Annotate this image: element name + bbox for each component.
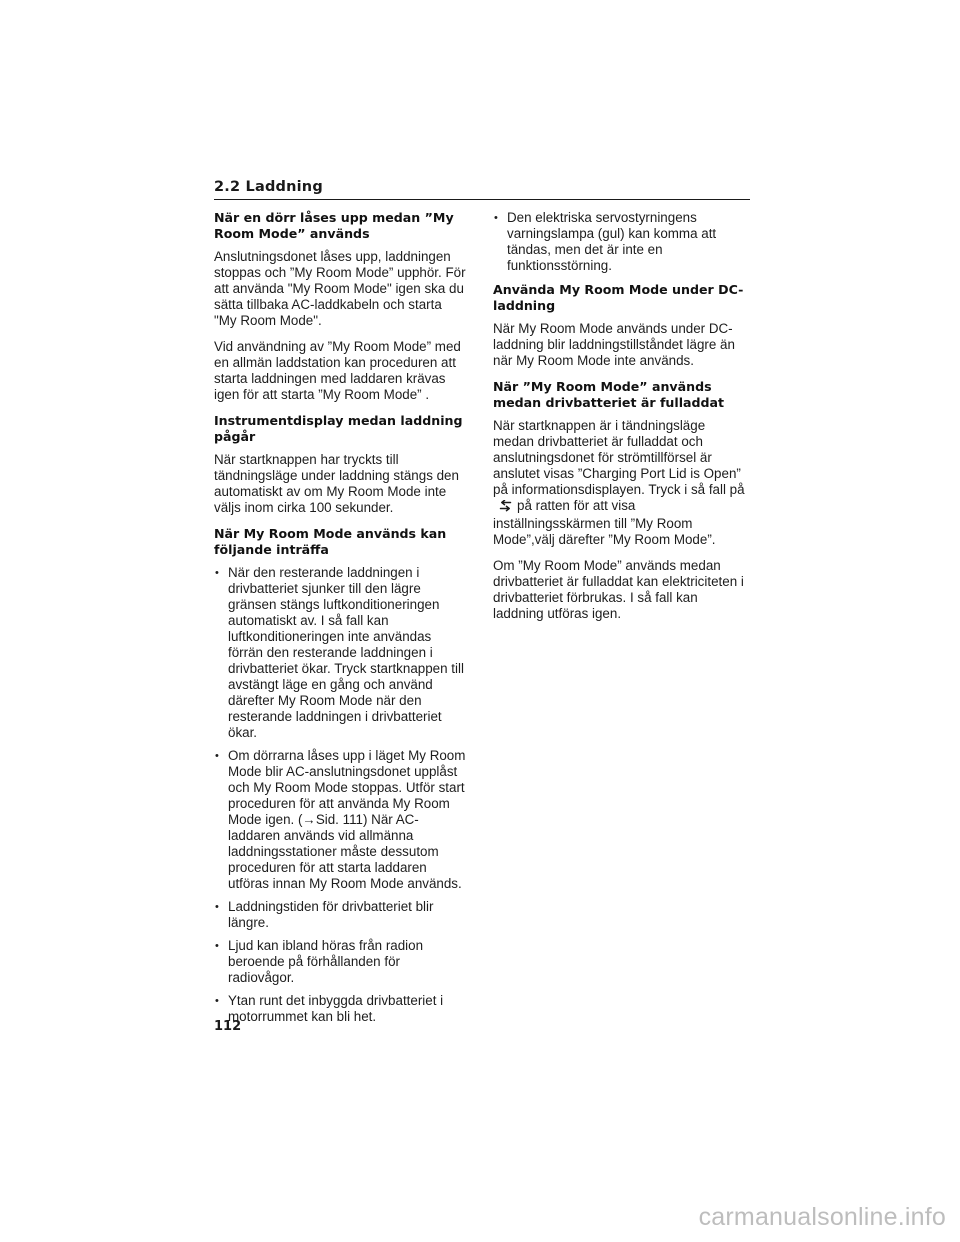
paragraph: När startknappen har tryckts till tändningsläge under laddning stängs den automatiskt av om My Room Mode inte väljs inom cirka 100 sekunder. bbox=[214, 452, 459, 515]
bullet-list bbox=[214, 565, 468, 1025]
paragraph-text: på ratten för att visa inställningsskärmen till ”My Room Mode”,välj därefter ”My Room Mode”. bbox=[493, 498, 716, 547]
list-item: • Ljud kan ibland höras från radion beroende på förhållanden för radiovågor. bbox=[214, 938, 468, 986]
heading-door-unlock: När en dörr låses upp medan ”My Room Mode” används bbox=[214, 210, 454, 241]
paragraph: Om ”My Room Mode” används medan drivbatteriet är fulladdat kan elektriciteten i drivbatteriet förbrukas. I så fall kan laddning utföras igen. bbox=[493, 558, 744, 621]
heading-following-may-occur: När My Room Mode används kan följande inträffa bbox=[214, 526, 447, 557]
list-item: • Ytan runt det inbyggda drivbatteriet i motorrummet kan bli het. bbox=[214, 993, 468, 1025]
return-arrow-icon bbox=[498, 500, 513, 516]
page-number: 112 bbox=[214, 1019, 242, 1034]
heading-dc-charging: Använda My Room Mode under DC-laddning bbox=[493, 282, 744, 313]
bullet-list bbox=[493, 210, 747, 274]
paragraph: När My Room Mode används under DC-laddning blir laddningstillståndet lägre än när My Room Mode inte används. bbox=[493, 321, 735, 368]
left-column bbox=[214, 210, 468, 1032]
heading-fully-charged: När ”My Room Mode” används medan drivbatteriet är fulladdat bbox=[493, 379, 725, 410]
paragraph: Vid användning av ”My Room Mode” med en allmän laddstation kan proceduren att starta laddningen med laddaren krävas igen för att starta ”My Room Mode” . bbox=[214, 339, 461, 402]
section-header bbox=[214, 178, 750, 200]
list-item: • Om dörrarna låses upp i läget My Room Mode blir AC-anslutningsdonet upplåst och My Room Mode stoppas. Utför start proceduren för att använda My Room Mode igen. (→Sid. 111) När AC-laddaren används vid allmänna laddningsstationer måste dessutom proceduren för att starta laddaren utföras innan My Room Mode används. bbox=[214, 748, 468, 892]
paragraph-text: När startknappen är i tändningsläge medan drivbatteriet är fulladdat och anslutningsdonet för strömtillförsel är anslutet visas ”Charging Port Lid is Open” på informationsdisplayen. Tryck i så fall på bbox=[493, 418, 745, 497]
paragraph bbox=[493, 418, 747, 548]
watermark: carmanualsonline.info bbox=[698, 1203, 946, 1231]
heading-instrument-display: Instrumentdisplay medan laddning pågår bbox=[214, 413, 463, 444]
paragraph: Anslutningsdonet låses upp, laddningen stoppas och ”My Room Mode” upphör. För att använda "My Room Mode" igen ska du sätta tillbaka AC-laddkabeln och starta "My Room Mode". bbox=[214, 249, 466, 328]
list-item: • När den resterande laddningen i drivbatteriet sjunker till den lägre gränsen stängs luftkonditioneringen automatiskt av. I så fall kan luftkonditioneringen inte användas förrän den resterande laddningen i drivbatteriet ökar. Tryck startknappen till avstängt läge en gång och använd därefter My Room Mode när den resterande laddningen i drivbatteriet ökar. bbox=[214, 565, 468, 741]
list-item: • Laddningstiden för drivbatteriet blir längre. bbox=[214, 899, 468, 931]
right-column bbox=[493, 210, 747, 632]
list-item: • Den elektriska servostyrningens varningslampa (gul) kan komma att tändas, men det är inte en funktionsstörning. bbox=[493, 210, 747, 274]
section-title: 2.2 Laddning bbox=[214, 179, 323, 195]
